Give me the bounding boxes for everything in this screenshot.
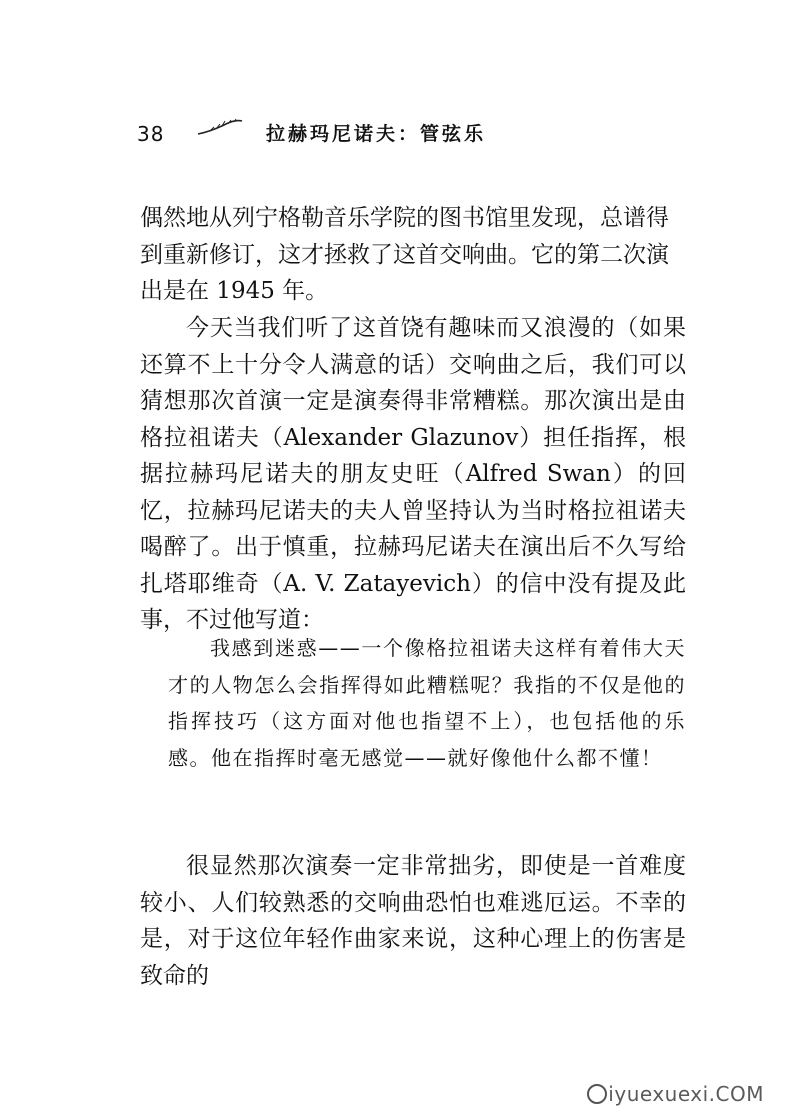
q-logo-icon <box>587 1084 607 1104</box>
paragraph-premiere: 今天当我们听了这首饶有趣味而又浪漫的（如果还算不上十分令人满意的话）交响曲之后，我们可以猜想那次首演一定是演奏得非常糟糕。那次演出是由格拉祖诺夫（Alexander Glazunov）担任指挥，根据拉赫玛尼诺夫的朋友史旺（Alfred Swan）的回忆，拉赫玛尼诺夫的夫人曾坚持认为当时格拉祖诺夫喝醉了。出于慎重，拉赫玛尼诺夫在演出后不久写给扎塔耶维奇（A. V. Zatayevich）的信中没有提及此事，不过他写道： <box>140 315 686 633</box>
watermark-text: iyuexuexi.COM <box>608 1082 764 1106</box>
running-header <box>0 112 794 148</box>
feather-ornament-icon <box>196 118 244 138</box>
page-number: 38 <box>137 122 165 146</box>
block-quote: 我感到迷惑——一个像格拉祖诺夫这样有着伟大天才的人物怎么会指挥得如此糟糕呢？我指的不仅是他的指挥技巧（这方面对他也指望不上），也包括他的乐感。他在指挥时毫无感觉——就好像他什么都不懂！ <box>168 636 686 770</box>
paragraph-continuation: 偶然地从列宁格勒音乐学院的图书馆里发现，总谱得到重新修订，这才拯救了这首交响曲。它的第二次演出是在 1945 年。 <box>140 205 669 304</box>
site-watermark <box>587 1082 764 1106</box>
running-title: 拉赫玛尼诺夫：管弦乐 <box>266 123 487 145</box>
paragraph-consequence: 很显然那次演奏一定非常拙劣，即使是一首难度较小、人们较熟悉的交响曲恐怕也难逃厄运。不幸的是，对于这位年轻作曲家来说，这种心理上的伤害是致命的 <box>140 853 686 989</box>
